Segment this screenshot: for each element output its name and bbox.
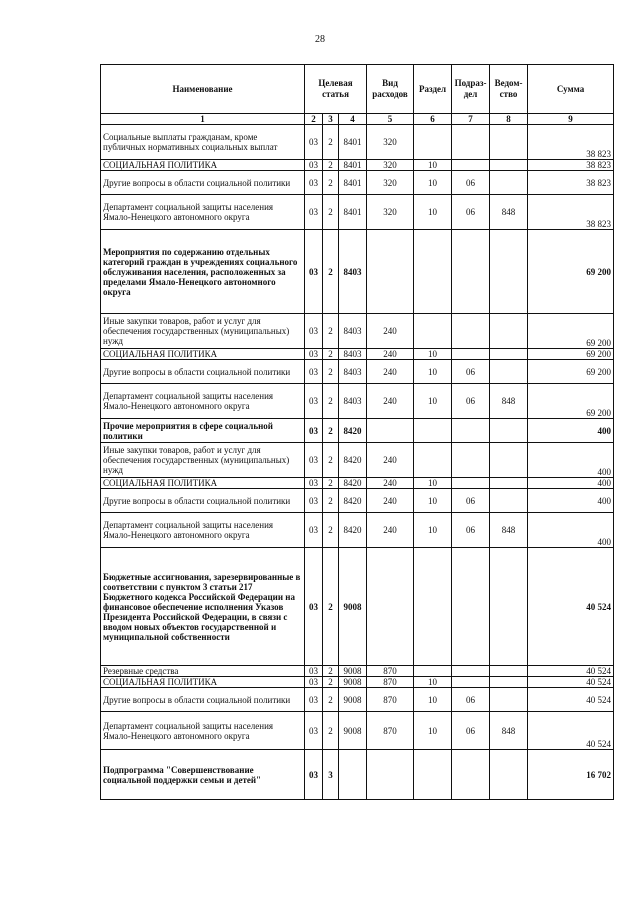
cell-target-1: 03 (305, 230, 323, 314)
cell-podrazdel (452, 750, 490, 800)
cell-razdel: 10 (414, 349, 452, 360)
cell-target-3: 8420 (339, 443, 367, 478)
cell-target-2: 2 (323, 677, 339, 688)
cell-target-2: 2 (323, 478, 339, 489)
cell-target-2: 2 (323, 360, 339, 384)
cell-summa: 69 200 (528, 349, 614, 360)
col-number: 2 (305, 114, 323, 125)
cell-name: Мероприятия по содержанию отдельных категорий граждан в учреждениях социального обслуживания населения, расположенных за пределами Ямало-Ненецкого автономного округа (101, 230, 305, 314)
cell-vedomstvo (490, 478, 528, 489)
cell-summa: 400 (528, 419, 614, 443)
col-number: 5 (367, 114, 414, 125)
table-row (101, 349, 614, 360)
cell-summa: 40 524 (528, 688, 614, 712)
cell-podrazdel: 06 (452, 360, 490, 384)
cell-target-3: 8403 (339, 230, 367, 314)
table-row (101, 360, 614, 384)
cell-vid: 240 (367, 360, 414, 384)
cell-target-2: 2 (323, 160, 339, 171)
cell-summa: 40 524 (528, 677, 614, 688)
cell-name: Иные закупки товаров, работ и услуг для обеспечения государственных (муниципальных) нужд (101, 314, 305, 349)
cell-target-1: 03 (305, 548, 323, 666)
cell-target-1: 03 (305, 314, 323, 349)
cell-target-3: 9008 (339, 712, 367, 750)
cell-vid: 240 (367, 478, 414, 489)
column-number-row (101, 114, 614, 125)
budget-table (100, 64, 614, 800)
cell-target-3: 9008 (339, 677, 367, 688)
header-vid: Вид расходов (367, 65, 414, 114)
cell-vid: 240 (367, 314, 414, 349)
cell-target-1: 03 (305, 419, 323, 443)
table-row (101, 548, 614, 666)
cell-name: Подпрограмма "Совершенствование социальной поддержки семьи и детей" (101, 750, 305, 800)
cell-vid: 240 (367, 513, 414, 548)
cell-target-2: 2 (323, 349, 339, 360)
cell-razdel (414, 419, 452, 443)
table-row (101, 513, 614, 548)
cell-target-1: 03 (305, 171, 323, 195)
header-vedomstvo: Ведом-ство (490, 65, 528, 114)
cell-target-3: 8403 (339, 384, 367, 419)
cell-summa: 69 200 (528, 384, 614, 419)
cell-vedomstvo (490, 160, 528, 171)
cell-target-1: 03 (305, 750, 323, 800)
cell-vid: 870 (367, 688, 414, 712)
cell-vid: 320 (367, 171, 414, 195)
cell-podrazdel: 06 (452, 712, 490, 750)
header-row (101, 65, 614, 114)
cell-name: СОЦИАЛЬНАЯ ПОЛИТИКА (101, 478, 305, 489)
cell-name: Другие вопросы в области социальной политики (101, 360, 305, 384)
col-number: 4 (339, 114, 367, 125)
cell-name: Департамент социальной защиты населения Ямало-Ненецкого автономного округа (101, 712, 305, 750)
table-row (101, 750, 614, 800)
cell-razdel (414, 443, 452, 478)
cell-target-3: 8401 (339, 125, 367, 160)
table-row (101, 688, 614, 712)
cell-target-1: 03 (305, 478, 323, 489)
cell-vedomstvo (490, 548, 528, 666)
table-row (101, 160, 614, 171)
cell-vedomstvo (490, 489, 528, 513)
table-row (101, 314, 614, 349)
col-number: 3 (323, 114, 339, 125)
cell-vid: 870 (367, 677, 414, 688)
cell-vid: 870 (367, 666, 414, 677)
cell-name: Департамент социальной защиты населения Ямало-Ненецкого автономного округа (101, 195, 305, 230)
cell-podrazdel (452, 666, 490, 677)
cell-name: Резервные средства (101, 666, 305, 677)
cell-summa: 38 823 (528, 195, 614, 230)
cell-razdel: 10 (414, 360, 452, 384)
cell-name: Другие вопросы в области социальной политики (101, 688, 305, 712)
cell-target-1: 03 (305, 489, 323, 513)
cell-target-2: 2 (323, 513, 339, 548)
cell-vid: 240 (367, 443, 414, 478)
cell-vedomstvo (490, 677, 528, 688)
cell-podrazdel (452, 677, 490, 688)
cell-razdel (414, 750, 452, 800)
cell-target-1: 03 (305, 384, 323, 419)
cell-podrazdel (452, 349, 490, 360)
cell-target-2: 2 (323, 195, 339, 230)
table-row (101, 712, 614, 750)
cell-vid (367, 230, 414, 314)
header-razdel: Раздел (414, 65, 452, 114)
cell-target-2: 2 (323, 384, 339, 419)
cell-name: Иные закупки товаров, работ и услуг для обеспечения государственных (муниципальных) нужд (101, 443, 305, 478)
cell-target-1: 03 (305, 195, 323, 230)
cell-vedomstvo (490, 419, 528, 443)
cell-vedomstvo (490, 750, 528, 800)
cell-target-3: 8401 (339, 160, 367, 171)
cell-vid: 870 (367, 712, 414, 750)
cell-podrazdel: 06 (452, 489, 490, 513)
cell-vid: 320 (367, 195, 414, 230)
cell-razdel (414, 230, 452, 314)
cell-target-2: 2 (323, 419, 339, 443)
cell-vedomstvo: 848 (490, 712, 528, 750)
table-row (101, 171, 614, 195)
cell-podrazdel (452, 419, 490, 443)
col-number: 7 (452, 114, 490, 125)
cell-name: Департамент социальной защиты населения Ямало-Ненецкого автономного округа (101, 513, 305, 548)
table-row (101, 384, 614, 419)
cell-vid (367, 419, 414, 443)
cell-target-3: 8420 (339, 513, 367, 548)
cell-razdel (414, 125, 452, 160)
cell-name: Социальные выплаты гражданам, кроме публичных нормативных социальных выплат (101, 125, 305, 160)
cell-vedomstvo (490, 443, 528, 478)
cell-vedomstvo (490, 349, 528, 360)
cell-summa: 400 (528, 478, 614, 489)
cell-summa: 40 524 (528, 548, 614, 666)
cell-razdel: 10 (414, 478, 452, 489)
cell-razdel: 10 (414, 513, 452, 548)
cell-vid: 320 (367, 125, 414, 160)
cell-podrazdel: 06 (452, 195, 490, 230)
cell-podrazdel (452, 548, 490, 666)
cell-summa: 38 823 (528, 160, 614, 171)
cell-target-1: 03 (305, 513, 323, 548)
cell-vedomstvo (490, 171, 528, 195)
cell-podrazdel: 06 (452, 384, 490, 419)
cell-name: Другие вопросы в области социальной политики (101, 489, 305, 513)
cell-target-3: 8403 (339, 349, 367, 360)
cell-vid: 320 (367, 160, 414, 171)
cell-target-3: 8420 (339, 489, 367, 513)
cell-target-3: 8403 (339, 314, 367, 349)
table-row (101, 489, 614, 513)
cell-name: Департамент социальной защиты населения Ямало-Ненецкого автономного округа (101, 384, 305, 419)
cell-target-1: 03 (305, 712, 323, 750)
cell-target-3: 8403 (339, 360, 367, 384)
cell-summa: 40 524 (528, 712, 614, 750)
cell-target-2: 2 (323, 489, 339, 513)
cell-target-2: 2 (323, 666, 339, 677)
header-target: Целевая статья (305, 65, 367, 114)
cell-target-2: 2 (323, 230, 339, 314)
cell-razdel: 10 (414, 160, 452, 171)
cell-podrazdel (452, 230, 490, 314)
cell-target-1: 03 (305, 349, 323, 360)
cell-target-2: 3 (323, 750, 339, 800)
cell-target-1: 03 (305, 125, 323, 160)
table-row (101, 125, 614, 160)
cell-summa: 69 200 (528, 314, 614, 349)
cell-name: Другие вопросы в области социальной политики (101, 171, 305, 195)
cell-vedomstvo (490, 666, 528, 677)
col-number: 1 (101, 114, 305, 125)
cell-vid: 240 (367, 489, 414, 513)
cell-target-1: 03 (305, 688, 323, 712)
cell-name: Бюджетные ассигнования, зарезервированные в соответствии с пунктом 3 статьи 217 Бюджетного кодекса Российской Федерации на финансовое обеспечение исполнения Указов Президента Российской Федерации, в связи с вводом новых объектов государственной и муниципальной собственности (101, 548, 305, 666)
cell-vid (367, 548, 414, 666)
table-row (101, 666, 614, 677)
cell-name: СОЦИАЛЬНАЯ ПОЛИТИКА (101, 677, 305, 688)
header-podrazdel: Подраз-дел (452, 65, 490, 114)
cell-target-3: 8401 (339, 171, 367, 195)
table-row (101, 195, 614, 230)
cell-target-2: 2 (323, 548, 339, 666)
table-row (101, 419, 614, 443)
cell-razdel: 10 (414, 171, 452, 195)
cell-target-1: 03 (305, 443, 323, 478)
cell-target-1: 03 (305, 677, 323, 688)
cell-vedomstvo (490, 230, 528, 314)
table-row (101, 443, 614, 478)
cell-podrazdel: 06 (452, 688, 490, 712)
cell-target-1: 03 (305, 360, 323, 384)
cell-target-3 (339, 750, 367, 800)
cell-target-2: 2 (323, 443, 339, 478)
cell-razdel (414, 314, 452, 349)
col-number: 6 (414, 114, 452, 125)
cell-summa: 38 823 (528, 171, 614, 195)
cell-name: Прочие мероприятия в сфере социальной политики (101, 419, 305, 443)
cell-vedomstvo (490, 314, 528, 349)
table-row (101, 677, 614, 688)
cell-target-3: 9008 (339, 548, 367, 666)
cell-summa: 40 524 (528, 666, 614, 677)
cell-name: СОЦИАЛЬНАЯ ПОЛИТИКА (101, 349, 305, 360)
cell-vedomstvo (490, 360, 528, 384)
cell-razdel: 10 (414, 688, 452, 712)
table-body (101, 125, 614, 800)
cell-summa: 400 (528, 513, 614, 548)
cell-summa: 400 (528, 489, 614, 513)
page-number: 28 (315, 34, 325, 45)
cell-target-3: 8420 (339, 419, 367, 443)
cell-target-2: 2 (323, 712, 339, 750)
cell-razdel: 10 (414, 712, 452, 750)
table-row (101, 230, 614, 314)
cell-podrazdel: 06 (452, 513, 490, 548)
cell-podrazdel (452, 125, 490, 160)
table-row (101, 478, 614, 489)
cell-vedomstvo: 848 (490, 513, 528, 548)
cell-razdel: 10 (414, 489, 452, 513)
cell-podrazdel (452, 443, 490, 478)
cell-vedomstvo: 848 (490, 195, 528, 230)
cell-razdel: 10 (414, 384, 452, 419)
cell-summa: 69 200 (528, 230, 614, 314)
cell-target-1: 03 (305, 666, 323, 677)
cell-target-2: 2 (323, 171, 339, 195)
cell-podrazdel (452, 160, 490, 171)
cell-razdel (414, 666, 452, 677)
cell-summa: 38 823 (528, 125, 614, 160)
cell-summa: 400 (528, 443, 614, 478)
cell-target-3: 9008 (339, 666, 367, 677)
cell-target-2: 2 (323, 314, 339, 349)
cell-podrazdel: 06 (452, 171, 490, 195)
cell-podrazdel (452, 314, 490, 349)
cell-vid (367, 750, 414, 800)
cell-target-3: 8420 (339, 478, 367, 489)
cell-vedomstvo: 848 (490, 384, 528, 419)
cell-vedomstvo (490, 688, 528, 712)
cell-target-2: 2 (323, 688, 339, 712)
cell-target-3: 9008 (339, 688, 367, 712)
header-name: Наименование (101, 65, 305, 114)
cell-target-3: 8401 (339, 195, 367, 230)
cell-summa: 16 702 (528, 750, 614, 800)
cell-razdel: 10 (414, 677, 452, 688)
cell-vedomstvo (490, 125, 528, 160)
header-summa: Сумма (528, 65, 614, 114)
cell-target-1: 03 (305, 160, 323, 171)
cell-name: СОЦИАЛЬНАЯ ПОЛИТИКА (101, 160, 305, 171)
cell-razdel (414, 548, 452, 666)
cell-vid: 240 (367, 384, 414, 419)
col-number: 8 (490, 114, 528, 125)
cell-podrazdel (452, 478, 490, 489)
cell-razdel: 10 (414, 195, 452, 230)
cell-vid: 240 (367, 349, 414, 360)
cell-summa: 69 200 (528, 360, 614, 384)
cell-target-2: 2 (323, 125, 339, 160)
col-number: 9 (528, 114, 614, 125)
